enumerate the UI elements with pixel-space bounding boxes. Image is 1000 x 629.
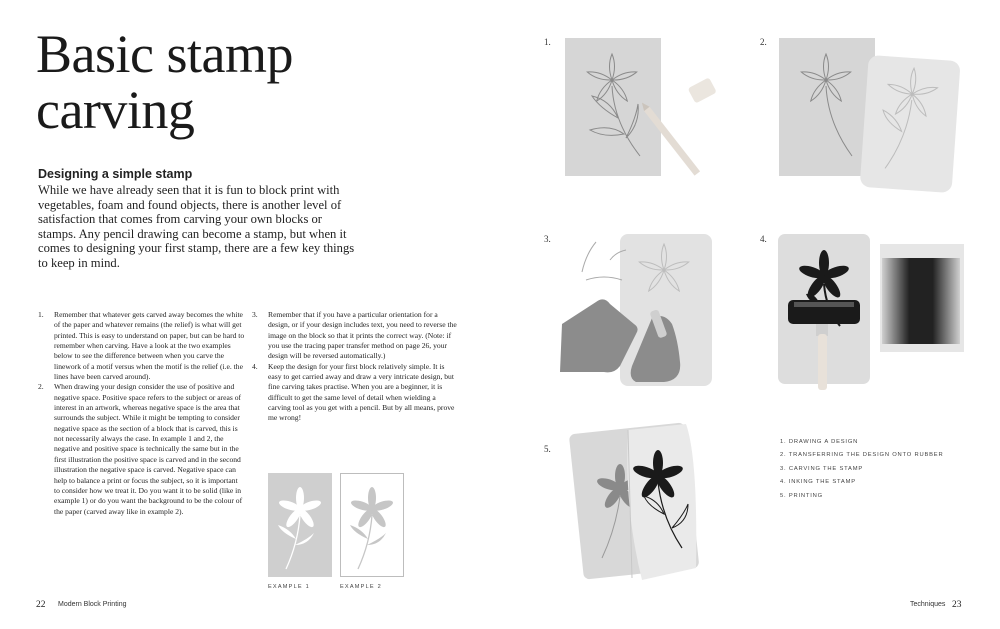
list-item: 1. DRAWING A DESIGN [780, 439, 859, 445]
right-running-title: Techniques [910, 601, 946, 608]
section-subheading: Designing a simple stamp [38, 167, 193, 181]
left-running-title: Modern Block Printing [58, 601, 127, 608]
step-5-illustration [572, 418, 720, 584]
step-number-5: 5. [544, 444, 551, 454]
example-2-illustration [340, 473, 404, 577]
list-text: When drawing your design consider the use of positive and negative space. Positive space refers to the subject or areas of interest in an artwork, whereas negative space is the area that surrounds the subject. While it might be tempting to consider negative space as the section of a block that is carved, this is not necessarily always the case. In example 1 and 2, the negative and positive space is technically the same but in the first illustration the positive space is carved and in the second illustration the negative space is carved. Negative space can help to balance a print or focus the subject, so it is important to consider how we treat it. Do you want it to be solid (like in example 1) or do you want the background to be the colour of the paper (carved away like in example 2). [54, 382, 243, 516]
list-item: 2. TRANSFERRING THE DESIGN ONTO RUBBER [780, 452, 944, 459]
step-1-illustration [560, 38, 720, 190]
left-page-number: 22 [36, 600, 46, 610]
example-1-caption: EXAMPLE 1 [268, 584, 310, 590]
list-item: 4. INKING THE STAMP [780, 479, 856, 486]
step-number-3: 3. [544, 234, 551, 244]
tips-column-1 [38, 310, 245, 517]
list-item: 3. CARVING THE STAMP [780, 465, 864, 472]
list-item [38, 382, 245, 516]
example-2-caption: EXAMPLE 2 [340, 584, 382, 590]
list-text: Keep the design for your first block relatively simple. It is easy to get carried away and draw a very intricate design, but fine carving takes practise. When you are a beginner, it is difficult to get the same level of detail when wielding a carving tool as you get with a pencil. But by all means, prove me wrong! [268, 361, 455, 423]
list-text: Remember that whatever gets carved away becomes the white of the paper and whatever remains (the relief) is what will get printed. This is easy to understand on paper, but can be hard to remember when carving. Have a look at the two examples below to see the difference between when you carve the linework of a motif versus when the motif is the relief (i.e. the lines have been carved around). [54, 310, 245, 382]
example-1-illustration [268, 473, 332, 577]
right-page-number: 23 [952, 600, 962, 610]
list-number: 3. [252, 310, 258, 319]
list-item [252, 310, 458, 362]
list-number: 1. [38, 310, 44, 319]
title-line-2: carving [36, 80, 195, 140]
step-number-1: 1. [544, 37, 551, 47]
step-number-4: 4. [760, 234, 767, 244]
step-3-illustration [560, 232, 720, 392]
list-item [38, 310, 245, 382]
list-text: Remember that if you have a particular orientation for a design, or if your design includes text, you need to reverse the image on the block so that it prints the correct way. (Note: if you use the tracing paper transfer method on page 26, your design will be reversed automatically.) [268, 310, 457, 361]
step-2-illustration [776, 38, 966, 194]
list-number: 2. [38, 382, 44, 392]
intro-paragraph: While we have already seen that it is fun to block print with vegetables, foam and found objects, there is another level of satisfaction that comes from carving your own blocks or stamps. Any pencil drawing can become a stamp, but when it comes to designing your first stamp, there are a few key things to keep in mind. [38, 183, 355, 270]
list-item [252, 362, 458, 424]
steps-legend [780, 439, 943, 506]
step-4-illustration [776, 234, 966, 394]
tips-column-2 [252, 310, 458, 424]
list-item: 5. PRINTING [780, 492, 823, 499]
page-title [36, 26, 293, 138]
list-number: 4. [252, 361, 258, 371]
step-number-2: 2. [760, 37, 767, 47]
title-line-1: Basic stamp [36, 24, 293, 84]
